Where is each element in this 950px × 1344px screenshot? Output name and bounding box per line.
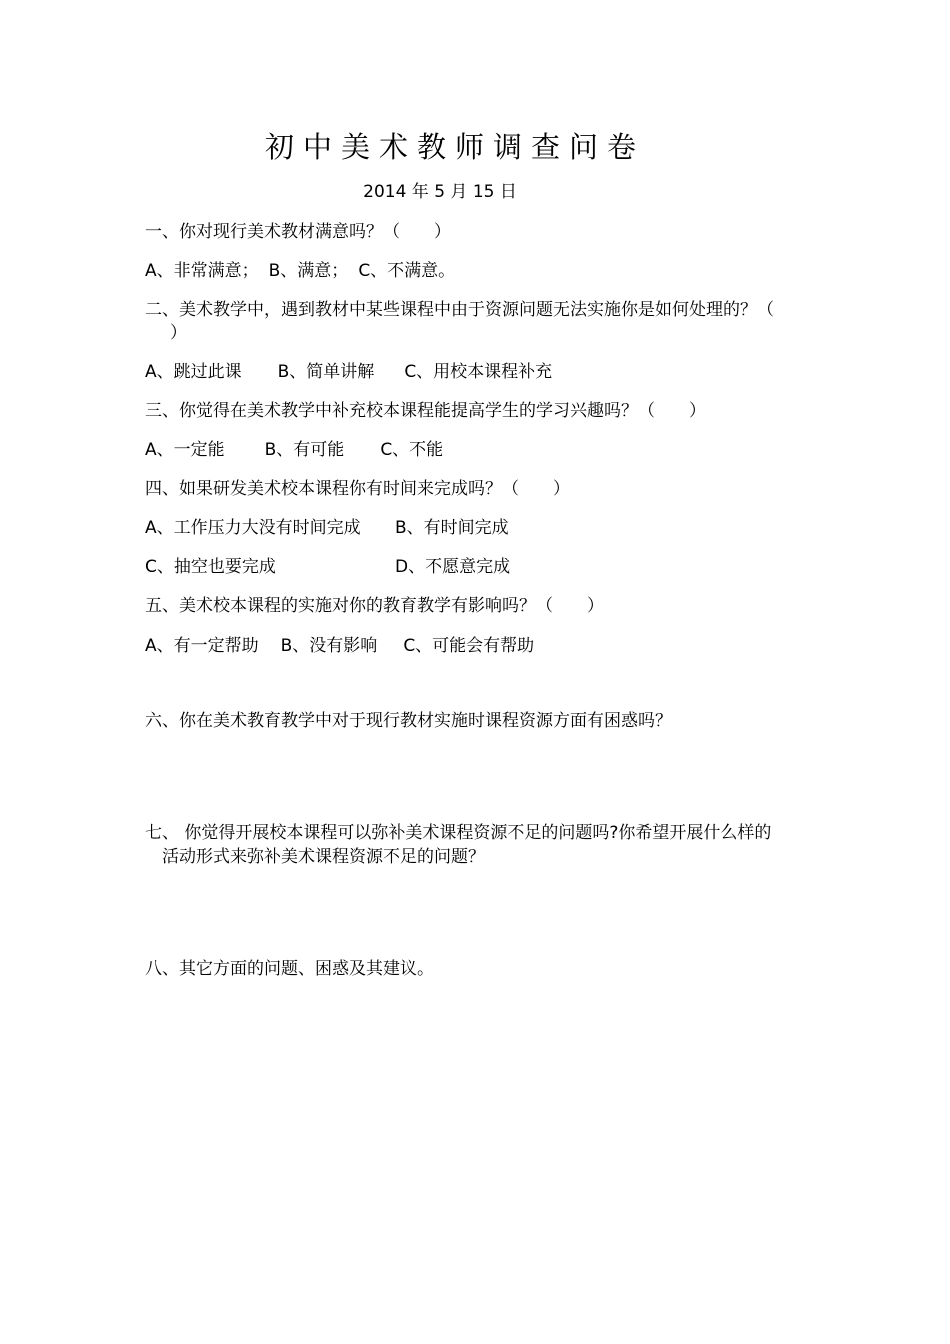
question-4: 四、如果研发美术校本课程你有时间来完成吗？（ ） xyxy=(145,479,570,499)
question-4-option-c: C、抽空也要完成 xyxy=(145,557,276,577)
question-8: 八、其它方面的问题、困惑及其建议。 xyxy=(145,959,434,979)
option-2a: A、跳过此课 xyxy=(145,362,242,382)
option-1a: A、非常满意； xyxy=(145,261,259,281)
question-7-line2: 活动形式来弥补美术课程资源不足的问题？ xyxy=(162,847,485,867)
option-2c: C、用校本课程补充 xyxy=(404,362,553,382)
question-4-option-d: D、不愿意完成 xyxy=(395,557,511,577)
question-6: 六、你在美术教育教学中对于现行教材实施时课程资源方面有困惑吗？ xyxy=(145,711,672,731)
option-2b: B、简单讲解 xyxy=(277,362,375,382)
question-3: 三、你觉得在美术教学中补充校本课程能提高学生的学习兴趣吗？（ ） xyxy=(145,401,706,421)
option-5a: A、有一定帮助 xyxy=(145,636,259,656)
option-3b: B、有可能 xyxy=(264,440,345,460)
question-7-line1: 七、 你觉得开展校本课程可以弥补美术课程资源不足的问题吗?你希望开展什么样的 xyxy=(145,823,772,843)
document-title: 初中美术教师调查问卷 xyxy=(264,130,645,164)
option-3c: C、不能 xyxy=(380,440,444,460)
option-1c: C、不满意。 xyxy=(358,261,456,281)
question-2-options xyxy=(145,360,552,384)
question-1-options xyxy=(145,259,455,283)
question-5-options xyxy=(145,634,534,658)
option-3a: A、一定能 xyxy=(145,440,225,460)
option-5b: B、没有影响 xyxy=(280,636,378,656)
question-4-option-a: A、工作压力大没有时间完成 xyxy=(145,518,361,538)
option-5c: C、可能会有帮助 xyxy=(403,636,535,656)
question-2-line1: 二、美术教学中，遇到教材中某些课程中由于资源问题无法实施你是如何处理的？（ xyxy=(145,300,774,320)
question-3-options xyxy=(145,438,443,462)
question-2-line2: ） xyxy=(170,323,187,343)
document-date: 2014 年 5 月 15 日 xyxy=(363,182,517,202)
question-4-option-b: B、有时间完成 xyxy=(395,518,509,538)
option-1b: B、满意； xyxy=(268,261,349,281)
question-5: 五、美术校本课程的实施对你的教育教学有影响吗？（ ） xyxy=(145,596,604,616)
question-1: 一、你对现行美术教材满意吗？（ ） xyxy=(145,222,451,242)
